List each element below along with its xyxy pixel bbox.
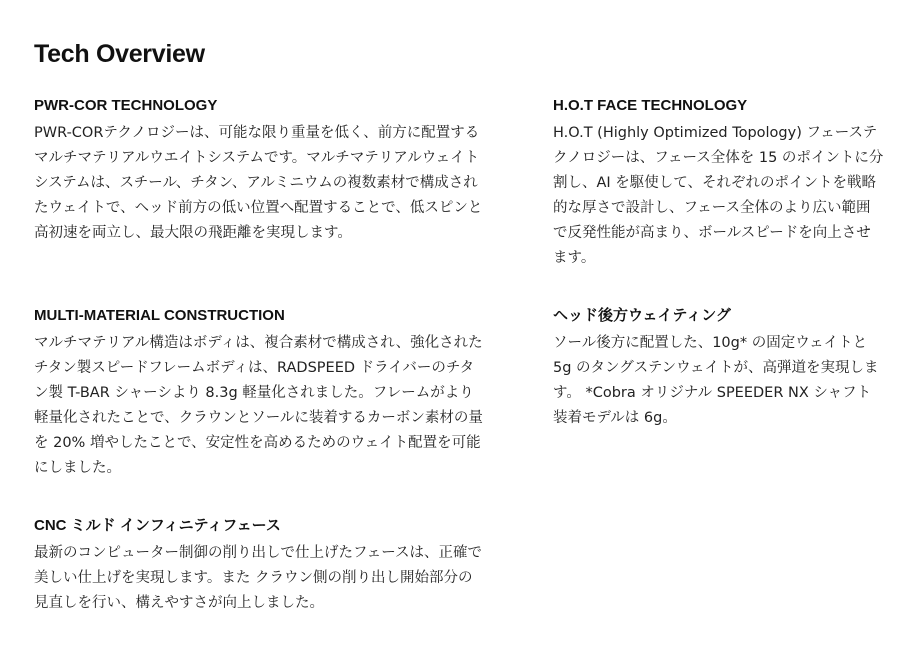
section-back-weighting	[553, 307, 885, 431]
section-body: 最新のコンピューター制御の削り出しで仕上げたフェースは、正確で美しい仕上げを実現します。また クラウン側の削り出し開始部分の見直しを行い、構えやすさが向上しました。	[34, 545, 483, 611]
page-title: Tech Overview	[34, 40, 205, 68]
section-body: PWR-CORテクノロジーは、可能な限り重量を低く、前方に配置するマルチマテリアルウエイトシステムです。マルチマテリアルウェイトシステムは、スチール、チタン、アルミニウムの複数素材で構成されたウェイトで、ヘッド前方の低い位置へ配置することで、低スピンと高初速を両立し、最大限の飛距離を実現します。	[34, 125, 483, 241]
section-body: ソール後方に配置した、10g* の固定ウェイトと 5g のタングステンウェイトが、高弾道を実現します。 *Cobra オリジナル SPEEDER NX シャフト装着モデルは 6g。	[553, 335, 879, 426]
section-heading: MULTI-MATERIAL CONSTRUCTION	[34, 307, 285, 324]
section-heading: PWR-COR TECHNOLOGY	[34, 97, 218, 114]
section-hot-face-technology	[553, 97, 885, 271]
section-heading: ヘッド後方ウェイティング	[553, 307, 731, 324]
section-body: マルチマテリアル構造はボディは、複合素材で構成され、強化されたチタン製スピードフレームボディは、RADSPEED ドライバーのチタン製 T-BAR シャーシより 8.3g 軽量化されました。フレームがより軽量化されたことで、クラウンとソールに装着するカーボン素材の量を 20% 増やしたことで、安定性を高めるためのウェイト配置を可能にしました。	[34, 335, 483, 476]
section-body: H.O.T (Highly Optimized Topology) フェーステクノロジーは、フェース全体を 15 のポイントに分割し、AI を駆使して、それぞれのポイントを戦略的な厚さで設計し、フェース全体のより広い範囲で反発性能が高まり、ボールスピードを向上させます。	[553, 125, 884, 266]
section-multi-material-construction	[34, 307, 486, 481]
section-heading: CNC ミルド インフィニティフェース	[34, 517, 281, 534]
section-cnc-milled-infinity-face	[34, 517, 486, 616]
section-heading: H.O.T FACE TECHNOLOGY	[553, 97, 748, 114]
section-pwr-cor-technology	[34, 97, 486, 246]
